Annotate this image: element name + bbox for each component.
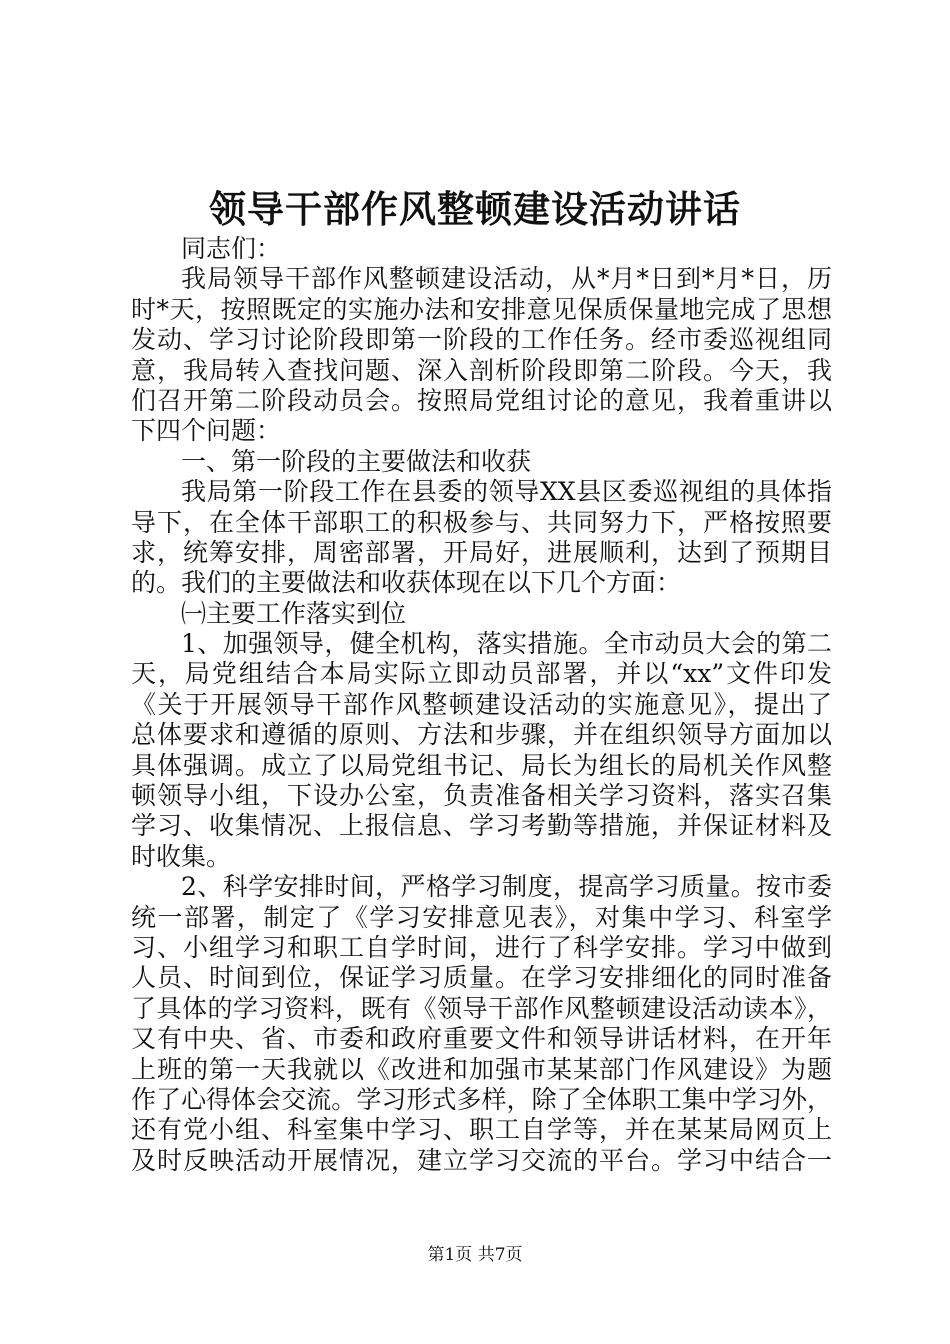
paragraph-line: 习、小组学习和职工自学时间，进行了科学安排。学习中做到 bbox=[131, 932, 832, 962]
document-title: 领导干部作风整顿建设活动讲话 bbox=[209, 187, 741, 231]
paragraph-line: 统一部署，制定了《学习安排意见表》，对集中学习、科室学 bbox=[131, 902, 832, 932]
paragraph-line: 2、科学安排时间，严格学习制度，提高学习质量。按市委 bbox=[181, 872, 832, 902]
paragraph-line: 还有党小组、科室集中学习、职工自学等，并在某某局网页上 bbox=[131, 1115, 832, 1145]
paragraph-line: 下四个问题： bbox=[131, 416, 282, 446]
paragraph-line: 意，我局转入查找问题、深入剖析阶段即第二阶段。今天，我 bbox=[131, 355, 832, 385]
paragraph-line: 上班的第一天我就以《改进和加强市某某部门作风建设》为题 bbox=[131, 1054, 832, 1084]
document-body bbox=[131, 234, 832, 1176]
paragraph-line: 时收集。 bbox=[131, 841, 232, 871]
paragraph-line: 作了心得体会交流。学习形式多样，除了全体职工集中学习外， bbox=[131, 1084, 832, 1114]
paragraph-line: 时*天，按照既定的实施办法和安排意见保质保量地完成了思想 bbox=[131, 294, 832, 324]
paragraph-line: 学习、收集情况、上报信息、学习考勤等措施，并保证材料及 bbox=[131, 811, 832, 841]
paragraph-line: 发动、学习讨论阶段即第一阶段的工作任务。经市委巡视组同 bbox=[131, 325, 832, 355]
subsection-heading: ㈠主要工作落实到位 bbox=[181, 598, 407, 628]
paragraph-line: 又有中央、省、市委和政府重要文件和领导讲话材料，在开年 bbox=[131, 1024, 832, 1054]
paragraph-line: 顿领导小组，下设办公室，负责准备相关学习资料，落实召集 bbox=[131, 781, 832, 811]
paragraph-line: 的。我们的主要做法和收获体现在以下几个方面： bbox=[131, 568, 682, 598]
paragraph-line: 总体要求和遵循的原则、方法和步骤，并在组织领导方面加以 bbox=[131, 720, 832, 750]
paragraph-line: 求，统筹安排，周密部署，开局好，进展顺利，达到了预期目 bbox=[131, 537, 832, 567]
paragraph-line: 导下，在全体干部职工的积极参与、共同努力下，严格按照要 bbox=[131, 507, 832, 537]
paragraph-line: 人员、时间到位，保证学习质量。在学习安排细化的同时准备 bbox=[131, 963, 832, 993]
paragraph-line: 了具体的学习资料，既有《领导干部作风整顿建设活动读本》， bbox=[131, 993, 832, 1023]
paragraph-line: 及时反映活动开展情况，建立学习交流的平台。学习中结合一 bbox=[131, 1145, 832, 1175]
page-number-footer: 第1页 共7页 bbox=[427, 1245, 523, 1265]
paragraph-line: 1、加强领导，健全机构，落实措施。全市动员大会的第二 bbox=[181, 629, 832, 659]
paragraph-line: 们召开第二阶段动员会。按照局党组讨论的意见，我着重讲以 bbox=[131, 385, 832, 415]
paragraph-line: 《关于开展领导干部作风整顿建设活动的实施意见》，提出了 bbox=[131, 689, 832, 719]
paragraph-line: 具体强调。成立了以局党组书记、局长为组长的局机关作风整 bbox=[131, 750, 832, 780]
salutation-line: 同志们： bbox=[181, 234, 282, 263]
paragraph-line: 天，局党组结合本局实际立即动员部署，并以“xx”文件印发 bbox=[131, 659, 832, 689]
paragraph-line: 我局第一阶段工作在县委的领导XX县区委巡视组的具体指 bbox=[181, 477, 832, 507]
section-heading: 一、第一阶段的主要做法和收获 bbox=[181, 446, 532, 476]
paragraph-line: 我局领导干部作风整顿建设活动，从*月*日到*月*日，历 bbox=[181, 264, 832, 294]
